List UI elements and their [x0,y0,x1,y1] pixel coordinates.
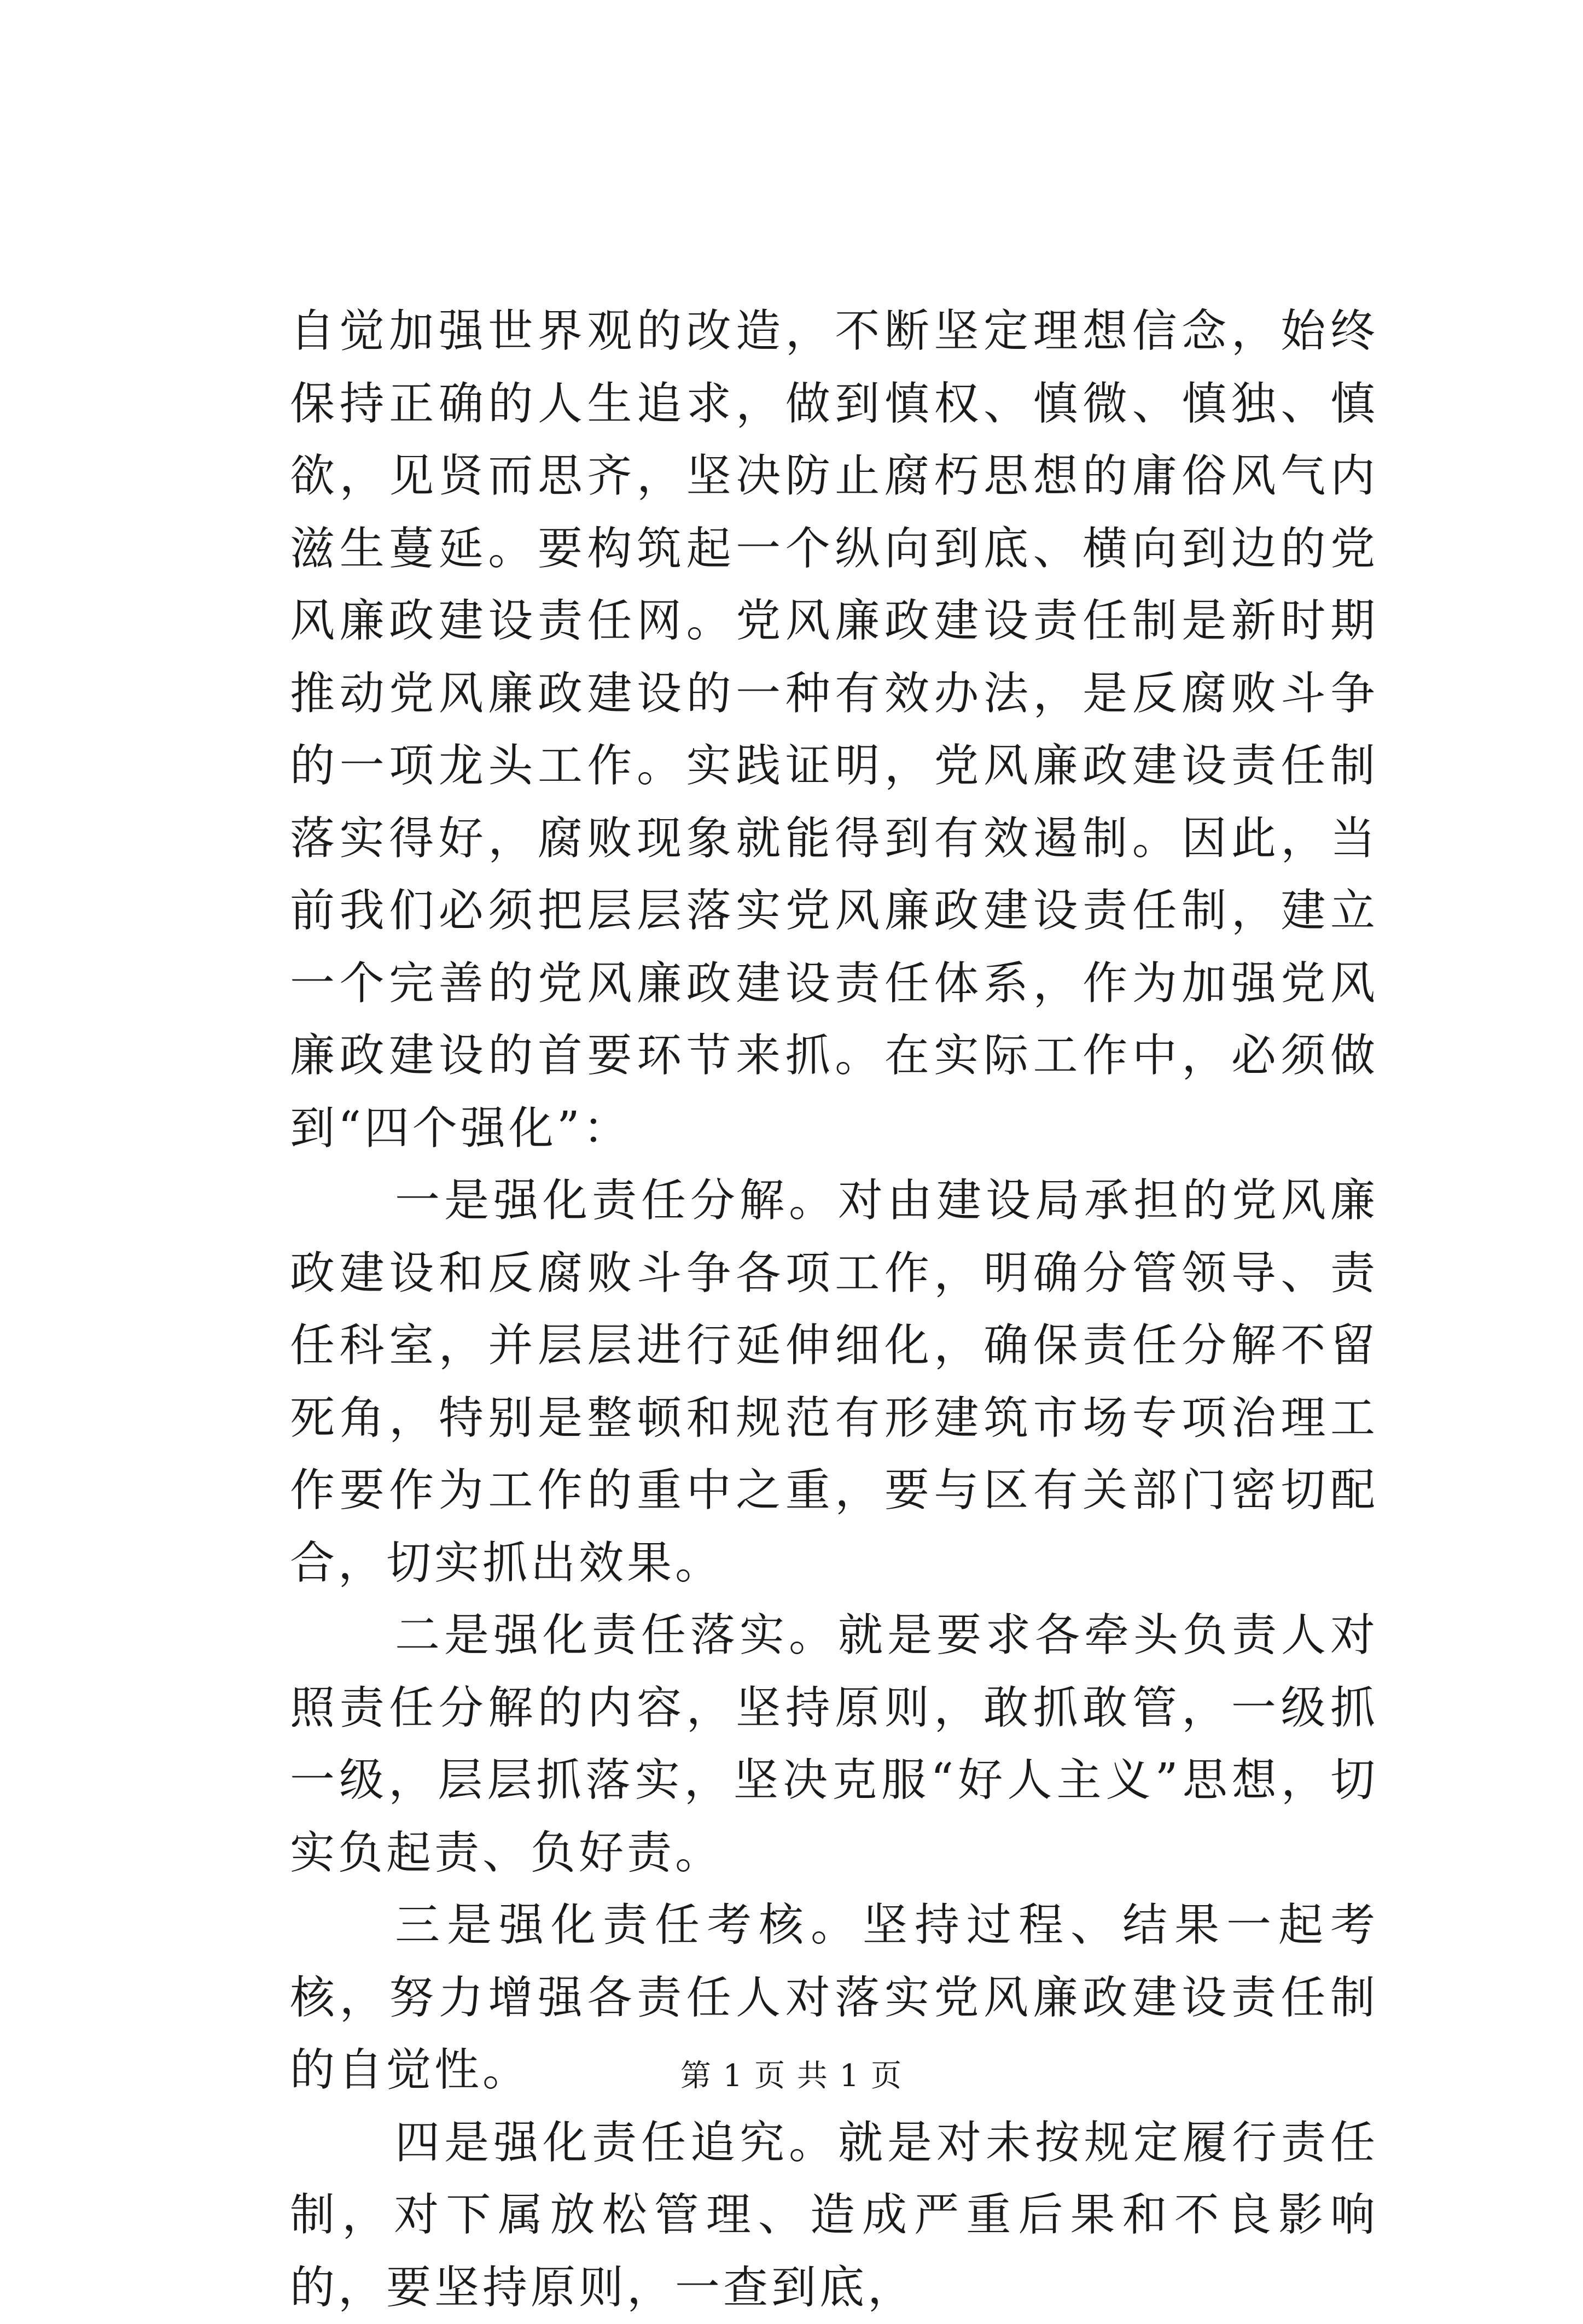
paragraph-intro: 自觉加强世界观的改造，不断坚定理想信念，始终保持正确的人生追求，做到慎权、慎微、慎独、慎欲，见贤而思齐，坚决防止腐朽思想的庸俗风气内滋生蔓延。要构筑起一个纵向到底、横向到边的党风廉政建设责任网。党风廉政建设责任制是新时期推动党风廉政建设的一种有效办法，是反腐败斗争的一项龙头工作。实践证明，党风廉政建设责任制落实得好，腐败现象就能得到有效遏制。因此，当前我们必须把层层落实党风廉政建设责任制，建立一个完善的党风廉政建设责任体系，作为加强党风廉政建设的首要环节来抓。在实际工作中，必须做到“四个强化”： [290,295,1378,1165]
paragraph-point-one: 一是强化责任分解。对由建设局承担的党风廉政建设和反腐败斗争各项工作，明确分管领导、责任科室，并层层进行延伸细化，确保责任分解不留死角，特别是整顿和规范有形建筑市场专项治理工作要作为工作的重中之重，要与区有关部门密切配合，切实抓出效果。 [290,1165,1378,1599]
paragraph-point-two: 二是强化责任落实。就是要求各牵头负责人对照责任分解的内容，坚持原则，敢抓敢管，一级抓一级，层层抓落实，坚决克服“好人主义”思想，切实负起责、负好责。 [290,1599,1378,1889]
page-footer: 第 1 页 共 1 页 [0,2057,1583,2095]
document-body [290,295,1378,2324]
paragraph-point-four: 四是强化责任追究。就是对未按规定履行责任制，对下属放松管理、造成严重后果和不良影响的，要坚持原则，一查到底， [290,2107,1378,2324]
paragraph-point-three: 三是强化责任考核。坚持过程、结果一起考核，努力增强各责任人对落实党风廉政建设责任制的自觉性。 [290,1889,1378,2107]
